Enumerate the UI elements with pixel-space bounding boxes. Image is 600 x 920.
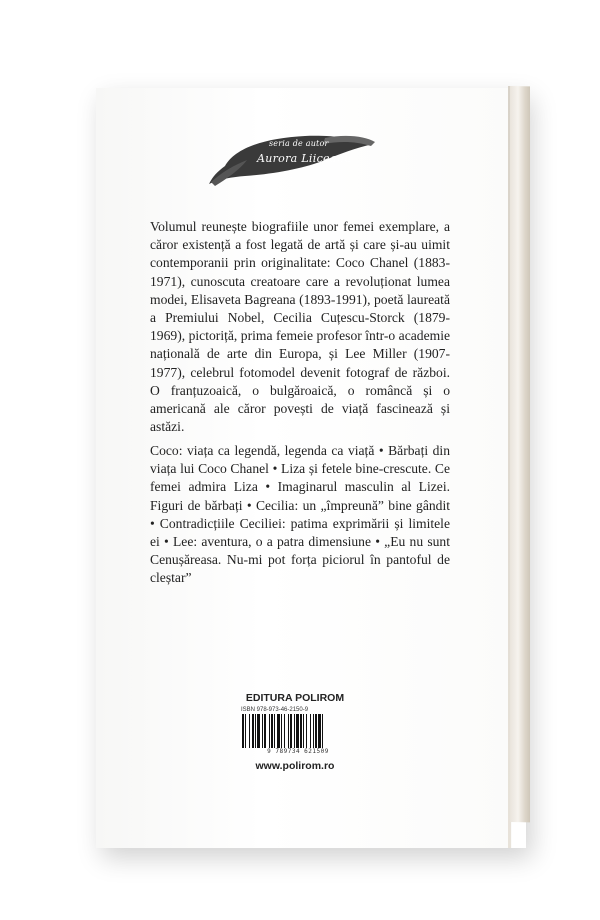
series-label: seria de autor — [269, 139, 329, 148]
isbn: ISBN 978-973-46-2150-9 — [241, 707, 309, 713]
barcode-digits: 9 789734 621509 — [267, 748, 329, 755]
publisher-name: EDITURA POLIROM — [245, 692, 345, 704]
publisher-website: www.polirom.ro — [255, 760, 335, 772]
book-contents: Coco: viața ca legendă, legenda ca viață • Bărbați din viața lui Coco Chanel • Liza și fetele bine-crescute. Ce femei admira Liza • Imaginarul masculin al Lizei. Figuri de bărbați • Cecilia: un „împreună” bine gândit • Contradicțiile Ceciliei: patima exprimării și limitele ei • Lee: aventura, o a patra dimensiune • „Eu nu sunt Cenușăreasa. Nu-mi pot forța piciorul în pantoful de cleștar” — [150, 443, 450, 586]
book-spine — [510, 86, 530, 822]
series-logo — [205, 126, 375, 192]
barcode — [240, 714, 356, 748]
barcode-icon — [240, 714, 356, 748]
book-description: Volumul reunește biografiile unor femei exemplare, a căror existență a fost legată de artă și care și-au uimit contemporanii prin originalitate: Coco Chanel (1883-1971), cunoscuta creatoare care a revoluționat lumea modei, Elisaveta Bagreana (1893-1991), poetă laureată a Premiului Nobel, Cecilia Cuțescu-Storck (1879-1969), pictoriță, prima femeie profesor într-o academie națională de arte din Europa, și Lee Miller (1907-1977), celebrul fotomodel devenit fotograf de război. O franțuzoaică, o bulgăroaică, o româncă și o americană ale căror povești de viață fascinează și astăzi. — [150, 219, 450, 435]
author-name: Aurora Liiceanu — [257, 152, 352, 165]
